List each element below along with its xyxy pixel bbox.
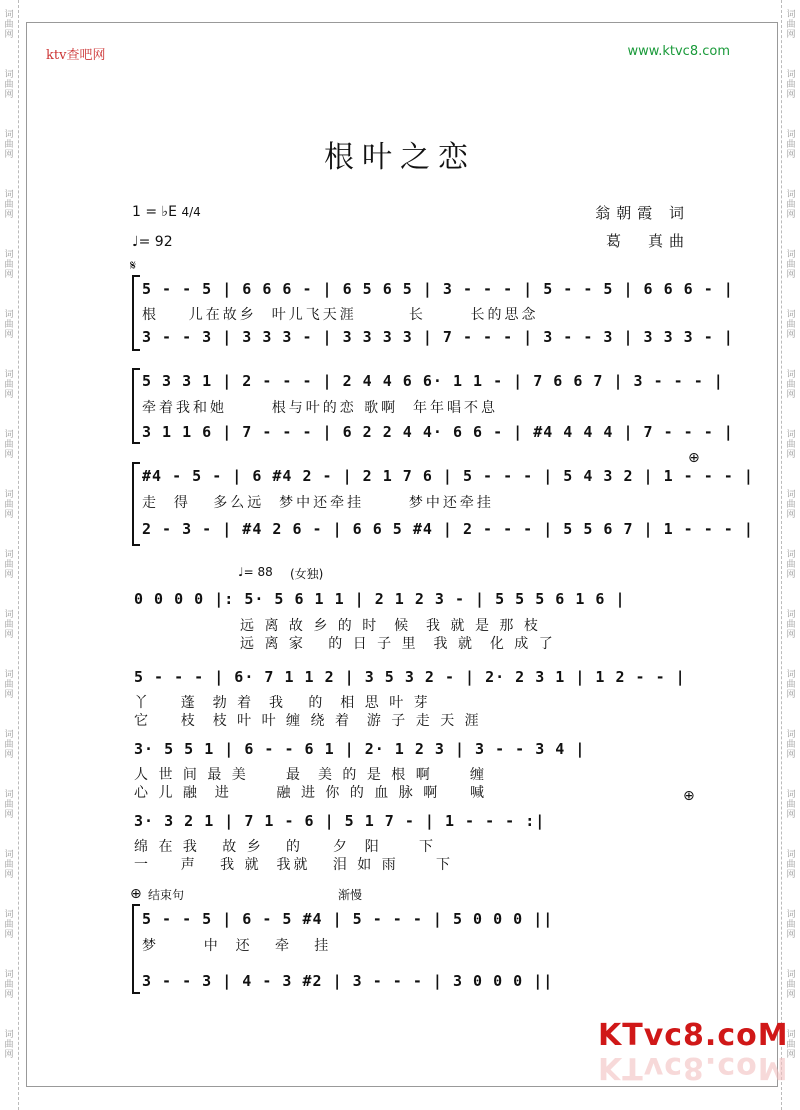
solo-lyrics-4b: 一 声 我 就 我就 泪 如 雨 下	[134, 857, 454, 873]
margin-watermark: 词 曲 网	[4, 310, 14, 340]
lyrics-line: 牵着我和她 根与叶的恋 歌啊 年年唱不息	[142, 400, 499, 416]
solo-lyrics-3b: 心 儿 融 进 融 进 你 的 血 脉 啊 喊	[134, 785, 488, 801]
margin-watermark: 词 曲 网	[4, 250, 14, 280]
melody-line: 5 3 3 1 | 2 - - - | 2 4 4 6 6· 1 1 - | 7 6 6 7 | 3 - - - |	[142, 372, 724, 390]
coda-icon: ⊕	[683, 788, 695, 804]
segno-icon: 𝄋	[130, 258, 137, 274]
margin-watermark: 词 曲 网	[786, 70, 796, 100]
margin-watermark: 词 曲 网	[786, 910, 796, 940]
margin-watermark: 词 曲 网	[786, 310, 796, 340]
site-url-right[interactable]: www.ktvc8.com	[627, 44, 730, 59]
solo-label: (女独)	[290, 567, 324, 581]
ending-lyrics: 梦 中 还 牵 挂	[142, 938, 332, 954]
margin-watermark: 词 曲 网	[4, 130, 14, 160]
site-name-left[interactable]: ktv查吧网	[46, 48, 106, 63]
lyrics-line: 根 儿在故乡 叶儿飞天涯 长 长的思念	[142, 307, 539, 323]
margin-watermark: 词 曲 网	[4, 970, 14, 1000]
system-brace	[132, 904, 140, 994]
song-title: 根叶之恋	[324, 140, 476, 175]
margin-watermark: 词 曲 网	[786, 130, 796, 160]
margin-watermark: 词 曲 网	[4, 790, 14, 820]
margin-watermark: 词 曲 网	[786, 550, 796, 580]
margin-watermark: 词 曲 网	[4, 10, 14, 40]
ending-harmony: 3 - - 3 | 4 - 3 #2 | 3 - - - | 3 0 0 0 ||	[142, 972, 554, 990]
site-logo-reflection: KTvc8.coM	[598, 1050, 789, 1085]
key-signature: 1 = ♭E 4/4	[132, 204, 201, 220]
solo-lyrics-3a: 人 世 间 最 美 最 美 的 是 根 啊 缠	[134, 767, 488, 783]
margin-watermark: 词 曲 网	[4, 610, 14, 640]
margin-watermark: 词 曲 网	[4, 550, 14, 580]
margin-watermark: 词 曲 网	[786, 190, 796, 220]
solo-lyrics-2a: 丫 蓬 勃 着 我 的 相 思 叶 芽	[134, 695, 431, 711]
lyrics-line: 走 得 多么远 梦中还牵挂 梦中还牵挂	[142, 495, 494, 511]
coda-icon: ⊕	[130, 886, 142, 902]
margin-watermark: 词 曲 网	[4, 910, 14, 940]
margin-watermark: 词 曲 网	[786, 1030, 796, 1060]
margin-watermark: 词 曲 网	[4, 1030, 14, 1060]
composer-credit: 葛 真曲	[605, 232, 690, 250]
solo-lyrics-2b: 它 枝 枝 叶 叶 缠 绕 着 游 子 走 天 涯	[134, 713, 482, 729]
system-brace	[132, 462, 140, 546]
solo-lyrics-1a: 远 离 故 乡 的 时 候 我 就 是 那 枝	[240, 618, 541, 634]
margin-watermark: 词 曲 网	[4, 370, 14, 400]
ending-label: 结束句	[148, 888, 185, 902]
solo-melody-2: 5 - - - | 6· 7 1 1 2 | 3 5 3 2 - | 2· 2 3 1 | 1 2 - - |	[134, 668, 686, 686]
margin-watermark: 词 曲 网	[786, 730, 796, 760]
margin-watermark: 词 曲 网	[786, 490, 796, 520]
harmony-line: 2 - 3 - | #4 2 6 - | 6 6 5 #4 | 2 - - - | 5 5 6 7 | 1 - - - |	[142, 520, 754, 538]
melody-line: 5 - - 5 | 6 6 6 - | 6 5 6 5 | 3 - - - | 5 - - 5 | 6 6 6 - |	[142, 280, 734, 298]
melody-line: #4 - 5 - | 6 #4 2 - | 2 1 7 6 | 5 - - - | 5 4 3 2 | 1 - - - |	[142, 467, 754, 485]
harmony-line: 3 1 1 6 | 7 - - - | 6 2 2 4 4· 6 6 - | #4 4 4 4 | 7 - - - |	[142, 423, 734, 441]
solo-melody-1: 0 0 0 0 |: 5· 5 6 1 1 | 2 1 2 3 - | 5 5 5 6 1 6 |	[134, 590, 626, 608]
margin-watermark: 词 曲 网	[4, 490, 14, 520]
margin-watermark: 词 曲 网	[4, 190, 14, 220]
slowing-marking: 渐慢	[338, 888, 363, 902]
solo-lyrics-4a: 绵 在 我 故 乡 的 夕 阳 下	[134, 839, 437, 855]
margin-watermark: 词 曲 网	[4, 730, 14, 760]
site-logo: KTvc8.coM	[598, 1018, 789, 1053]
solo-melody-4: 3· 3 2 1 | 7 1 - 6 | 5 1 7 - | 1 - - - :|	[134, 812, 546, 830]
margin-watermark: 词 曲 网	[4, 430, 14, 460]
lyricist-credit: 翁朝霞 词	[595, 204, 690, 222]
margin-watermark: 词 曲 网	[786, 850, 796, 880]
solo-melody-3: 3· 5 5 1 | 6 - - 6 1 | 2· 1 2 3 | 3 - - 3 4 |	[134, 740, 586, 758]
margin-watermark: 词 曲 网	[786, 670, 796, 700]
system-brace	[132, 275, 140, 351]
margin-watermark: 词 曲 网	[786, 370, 796, 400]
tempo-marking-2: ♩= 88	[238, 565, 273, 579]
margin-watermark: 词 曲 网	[4, 70, 14, 100]
system-brace	[132, 368, 140, 444]
margin-watermark: 词 曲 网	[786, 430, 796, 460]
tempo-marking: ♩= 92	[132, 234, 173, 250]
solo-lyrics-1b: 远 离 家 的 日 子 里 我 就 化 成 了	[240, 636, 556, 652]
margin-watermark: 词 曲 网	[786, 610, 796, 640]
margin-watermark: 词 曲 网	[786, 250, 796, 280]
coda-icon: ⊕	[688, 450, 700, 466]
margin-watermark: 词 曲 网	[786, 10, 796, 40]
margin-watermark: 词 曲 网	[786, 970, 796, 1000]
margin-watermark: 词 曲 网	[4, 670, 14, 700]
margin-watermark: 词 曲 网	[786, 790, 796, 820]
harmony-line: 3 - - 3 | 3 3 3 - | 3 3 3 3 | 7 - - - | 3 - - 3 | 3 3 3 - |	[142, 328, 734, 346]
margin-watermark: 词 曲 网	[4, 850, 14, 880]
ending-melody: 5 - - 5 | 6 - 5 #4 | 5 - - - | 5 0 0 0 ||	[142, 910, 554, 928]
